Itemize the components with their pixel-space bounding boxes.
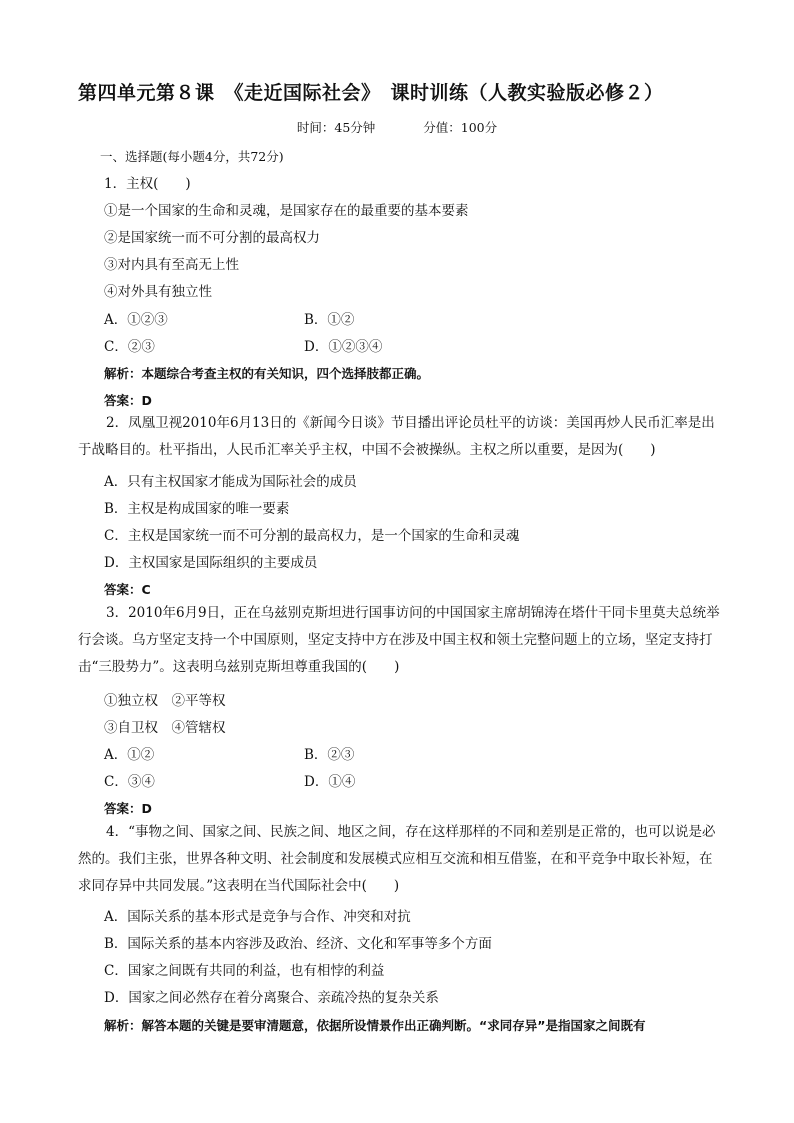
- q4-option-b: B．国际关系的基本内容涉及政治、经济、文化和军事等多个方面: [104, 936, 492, 952]
- q3-option-c: C．③④: [104, 774, 155, 790]
- q1-item-1: ①是一个国家的生命和灵魂，是国家存在的最重要的基本要素: [104, 203, 469, 219]
- section-heading: 一、选择题(每小题4分，共72分): [100, 149, 284, 164]
- time-limit: 时间：45分钟: [296, 120, 376, 135]
- q1-item-2: ②是国家统一而不可分割的最高权力: [104, 230, 320, 246]
- q3-items-1: ①独立权 ②平等权: [104, 693, 226, 709]
- q1-option-d: D．①②③④: [304, 339, 383, 355]
- q4-analysis: [104, 1017, 720, 1035]
- q1-option-a: A．①②③: [104, 312, 168, 328]
- analysis-label: 解析：: [104, 366, 142, 381]
- q2-option-b: B．主权是构成国家的唯一要素: [104, 501, 290, 517]
- analysis-text: 解答本题的关键是要审清题意，依据所设情景作出正确判断。“求同存异”是指国家之间既有: [141, 1018, 646, 1033]
- q3-option-d: D．①④: [304, 774, 356, 790]
- q3-items-2: ③自卫权 ④管辖权: [104, 720, 226, 736]
- q3-answer: 答案：D: [104, 801, 152, 816]
- q1-stem: 1．主权( ): [104, 176, 191, 192]
- analysis-text: 本题综合考查主权的有关知识，四个选择肢都正确。: [141, 366, 430, 381]
- q2-option-d: D．主权国家是国际组织的主要成员: [104, 555, 318, 571]
- q4-option-d: D．国家之间必然存在着分离聚合、亲疏冷热的复杂关系: [104, 990, 439, 1006]
- exam-meta: [0, 118, 794, 136]
- q3-option-b: B．②③: [304, 747, 355, 763]
- q4-option-a: A．国际关系的基本形式是竞争与合作、冲突和对抗: [104, 909, 411, 925]
- q1-item-4: ④对外具有独立性: [104, 284, 212, 300]
- page-title: 第四单元第８课 《走近国际社会》 课时训练（人教实验版必修２）: [78, 82, 664, 104]
- q4-option-c: C．国家之间既有共同的利益，也有相悖的利益: [104, 963, 385, 979]
- q1-analysis: [104, 365, 744, 383]
- q1-item-3: ③对内具有至高无上性: [104, 257, 239, 273]
- q3-stem: 3．2010年6月9日，正在乌兹别克斯坦进行国事访问的中国国家主席胡锦涛在塔什干同卡里莫夫总统举行会谈。乌方坚定支持一个中国原则，坚定支持中方在涉及中国主权和领土完整问题上的立场，坚定支持打击“三股势力”。这表明乌兹别克斯坦尊重我国的( ): [78, 605, 720, 675]
- q1-answer: 答案：D: [104, 393, 152, 408]
- q2-stem: 2．凤凰卫视2010年6月13日的《新闻今日谈》节目播出评论员杜平的访谈：美国再炒人民币汇率是出于战略目的。杜平指出，人民币汇率关乎主权，中国不会被操纵。主权之所以重要，是因为( ): [78, 415, 715, 458]
- total-score: 分值：100分: [423, 120, 498, 135]
- q1-option-b: B．①②: [304, 312, 355, 328]
- analysis-label: 解析：: [104, 1018, 142, 1033]
- q1-option-c: C．②③: [104, 339, 155, 355]
- q3-option-a: A．①②: [104, 747, 155, 763]
- q2-option-c: C．主权是国家统一而不可分割的最高权力，是一个国家的生命和灵魂: [104, 528, 520, 544]
- q2-option-a: A．只有主权国家才能成为国际社会的成员: [104, 474, 357, 490]
- q4-stem: 4．“事物之间、国家之间、民族之间、地区之间，存在这样那样的不同和差别是正常的，也可以说是必然的。我们主张，世界各种文明、社会制度和发展模式应相互交流和相互借鉴，在和平竞争中取长补短，在求同存异中共同发展。”这表明在当代国际社会中( ): [78, 824, 716, 894]
- q2-answer: 答案：C: [104, 582, 151, 597]
